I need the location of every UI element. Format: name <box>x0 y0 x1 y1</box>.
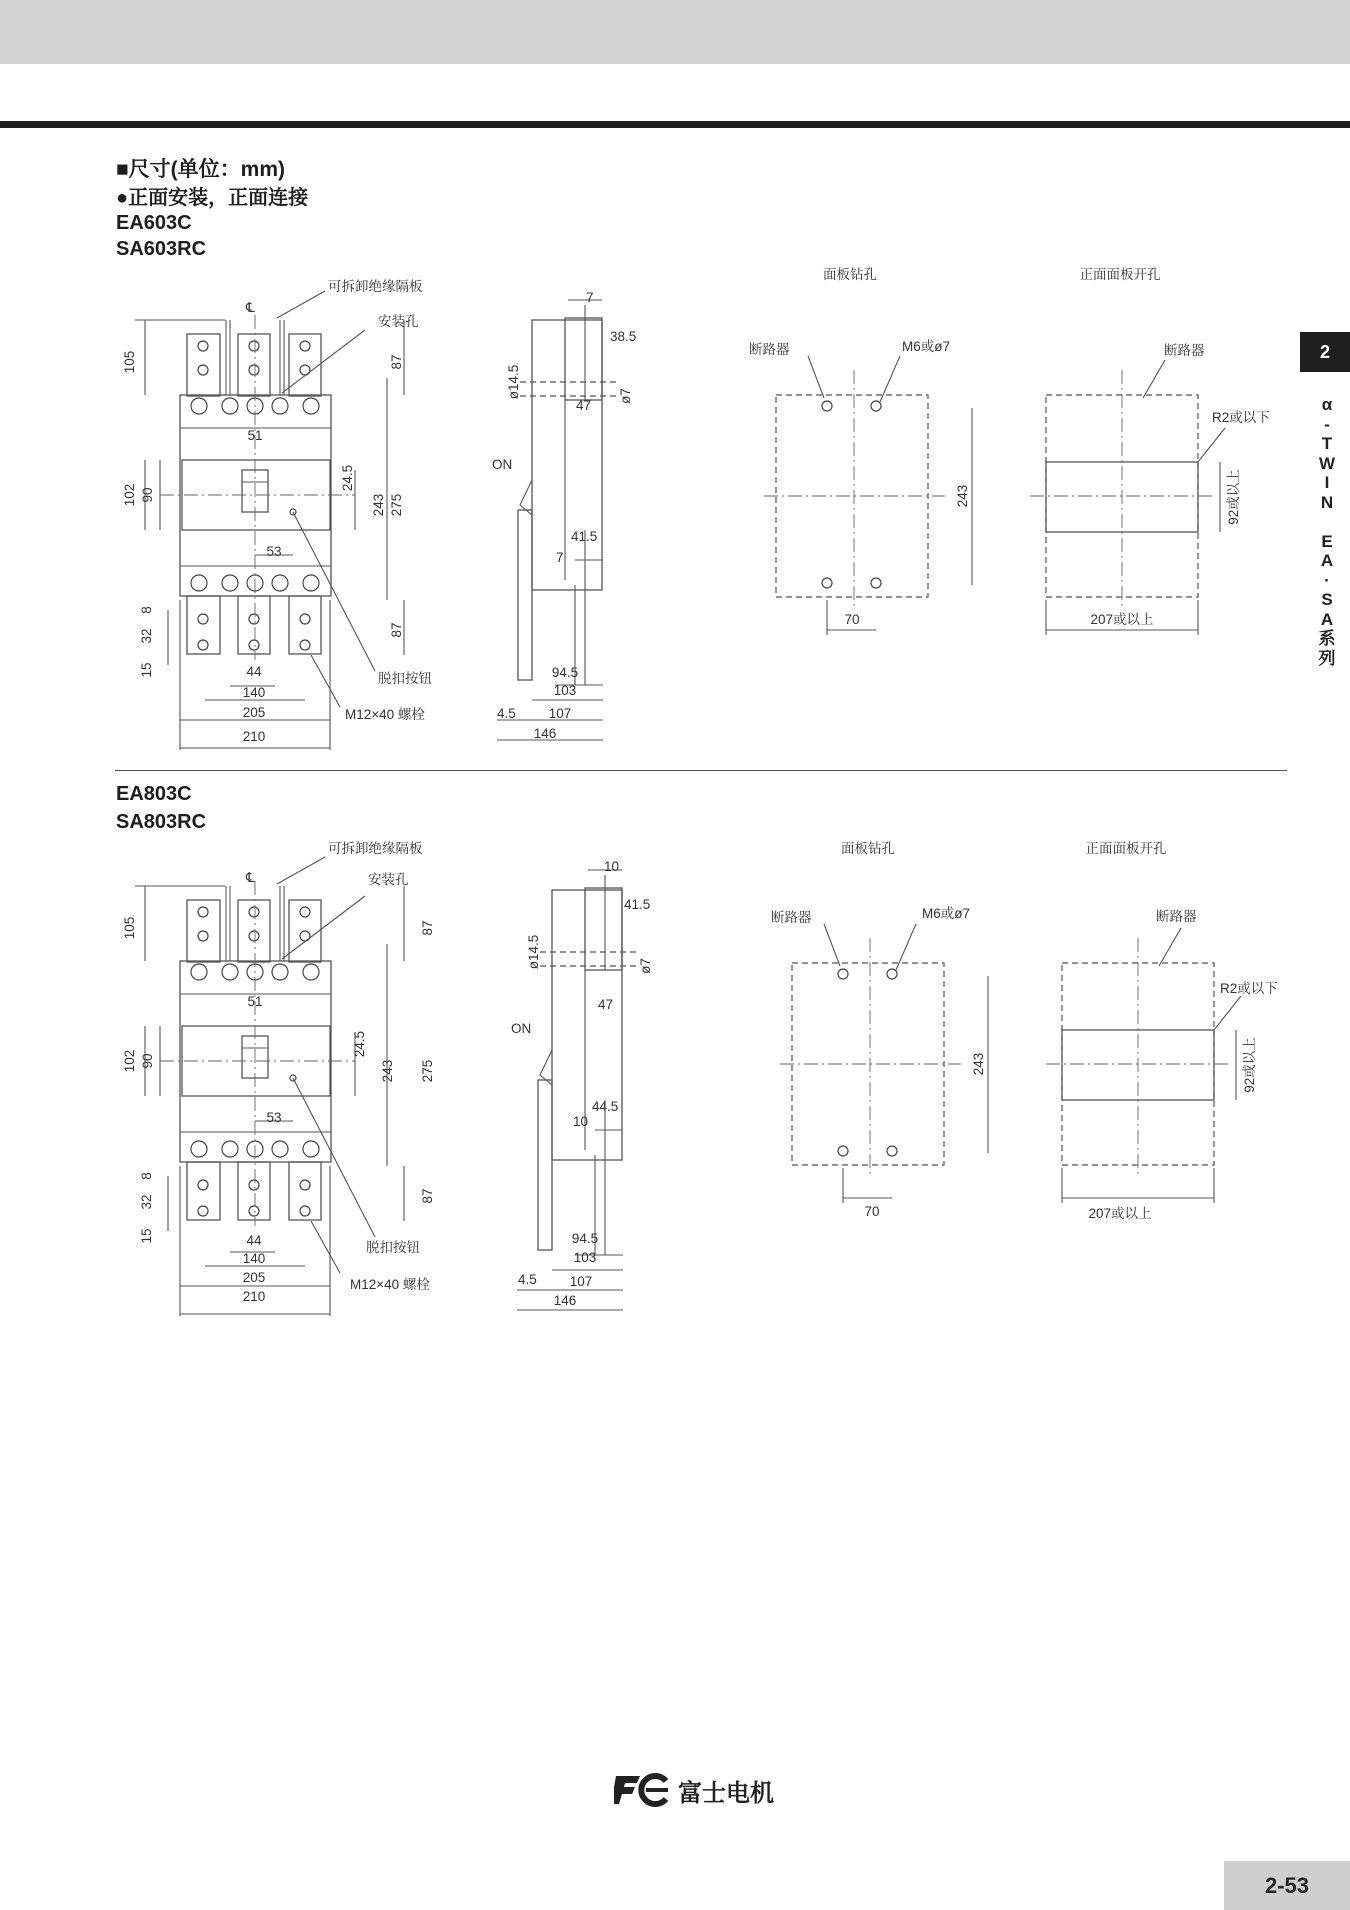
dim-275: 275 <box>420 1059 435 1083</box>
cutout-width-label: 207或以上 <box>1090 612 1154 627</box>
cutout-width-label: 207或以上 <box>1088 1206 1152 1221</box>
dim-53: 53 <box>266 544 282 559</box>
model-name: EA603C <box>116 212 192 234</box>
dim-205: 205 <box>242 705 266 720</box>
bolt-label: M12×40 螺栓 <box>350 1277 430 1292</box>
panel-drilling-view-1 <box>764 356 972 635</box>
cutout-radius-label: R2或以下 <box>1220 981 1278 996</box>
cutout-radius-label: R2或以下 <box>1212 410 1270 425</box>
model-name: EA803C <box>116 783 192 805</box>
cutout-title: 正面面板开孔 <box>1085 841 1167 856</box>
side-dim-44-5: 44.5 <box>592 1099 619 1114</box>
side-dim-4-5: 4.5 <box>518 1272 537 1287</box>
side-dim-107: 107 <box>548 706 572 721</box>
dim-53: 53 <box>266 1110 282 1125</box>
panel-drilling-view-2 <box>780 924 988 1203</box>
dim-44: 44 <box>246 1233 262 1248</box>
side-dim-107: 107 <box>569 1274 593 1289</box>
drill-hole-label: M6或ø7 <box>922 906 971 921</box>
section-title: ■尺寸(单位：mm) <box>116 158 286 181</box>
dim-15: 15 <box>139 1228 154 1244</box>
center-mark: ℄ <box>246 870 255 885</box>
barrier-label: 可拆卸绝缘隔板 <box>328 279 423 294</box>
dim-51: 51 <box>247 428 263 443</box>
center-mark: ℄ <box>246 300 255 315</box>
cutout-breaker-label: 断路器 <box>1164 343 1205 358</box>
dim-24-5: 24.5 <box>340 464 355 492</box>
dim-24-5: 24.5 <box>352 1030 367 1058</box>
company-logo <box>614 1770 774 1810</box>
panel-cutout-view-1 <box>1030 360 1225 635</box>
series-label: α - T W I N E A · S A 系 列 <box>1318 395 1336 668</box>
side-dim-94-5: 94.5 <box>551 665 579 680</box>
dim-51: 51 <box>247 994 263 1009</box>
front-view-1 <box>135 291 404 750</box>
side-dim-103: 103 <box>553 683 577 698</box>
side-dim-47: 47 <box>598 997 614 1012</box>
side-dim-14-5: ø14.5 <box>526 934 541 970</box>
dim-87-top: 87 <box>420 920 435 936</box>
mount-hole-label: 安装孔 <box>368 872 409 887</box>
bolt-label: M12×40 螺栓 <box>345 707 425 722</box>
model-name: SA803RC <box>116 811 207 833</box>
company-name: 富士电机 <box>678 1779 774 1807</box>
dim-15: 15 <box>139 662 154 678</box>
cutout-height-label: 92或以上 <box>1242 1037 1257 1093</box>
drill-breaker-label: 断路器 <box>771 910 812 925</box>
dim-8: 8 <box>139 1172 154 1180</box>
barrier-label: 可拆卸绝缘隔板 <box>328 841 423 856</box>
dim-102: 102 <box>122 1049 137 1073</box>
side-dim-38-5: 38.5 <box>610 329 637 344</box>
dim-32: 32 <box>139 628 154 644</box>
side-dim-7-hole: ø7 <box>638 958 653 974</box>
side-dim-10-top: 10 <box>604 859 620 874</box>
dim-8: 8 <box>139 606 154 614</box>
dim-44: 44 <box>246 664 262 679</box>
side-dim-41-5: 41.5 <box>624 897 651 912</box>
drill-dim-70: 70 <box>864 1204 880 1219</box>
front-view-2 <box>135 857 404 1316</box>
side-dim-10-mid: 10 <box>573 1114 589 1129</box>
dim-205: 205 <box>242 1270 266 1285</box>
dim-140: 140 <box>242 685 266 700</box>
drill-dim-243: 243 <box>955 484 970 508</box>
dim-102: 102 <box>122 483 137 507</box>
dim-105: 105 <box>122 350 137 374</box>
cutout-breaker-label: 断路器 <box>1156 909 1197 924</box>
side-dim-146: 146 <box>553 1293 577 1308</box>
side-dim-7-top: 7 <box>586 290 594 305</box>
fuji-logo-icon <box>614 1773 672 1807</box>
dim-243: 243 <box>380 1059 395 1083</box>
side-dim-41-5: 41.5 <box>571 529 598 544</box>
side-dim-146: 146 <box>533 726 557 741</box>
panel-cutout-view-2 <box>1046 928 1241 1203</box>
drill-hole-label: M6或ø7 <box>902 339 951 354</box>
model-name: SA603RC <box>116 238 207 260</box>
side-dim-47: 47 <box>576 398 592 413</box>
dim-275: 275 <box>389 493 404 517</box>
page-number: 2-53 <box>1224 1861 1350 1910</box>
drill-title: 面板钻孔 <box>823 267 877 282</box>
cutout-title: 正面面板开孔 <box>1079 267 1161 282</box>
drill-breaker-label: 断路器 <box>749 342 790 357</box>
dim-243: 243 <box>371 493 386 517</box>
trip-button-label: 脱扣按钮 <box>366 1240 420 1255</box>
dim-140: 140 <box>242 1251 266 1266</box>
dim-87-bottom: 87 <box>389 622 404 638</box>
drill-dim-243: 243 <box>971 1052 986 1076</box>
dim-90: 90 <box>140 487 155 503</box>
on-label: ON <box>511 1021 532 1036</box>
on-label: ON <box>492 457 513 472</box>
dim-87-top: 87 <box>389 354 404 370</box>
dim-32: 32 <box>139 1194 154 1210</box>
trip-button-label: 脱扣按钮 <box>378 671 432 686</box>
dim-210: 210 <box>242 1289 266 1304</box>
dim-90: 90 <box>140 1053 155 1069</box>
side-dim-4-5: 4.5 <box>497 706 516 721</box>
side-dim-7-hole: ø7 <box>618 388 633 404</box>
side-dim-94-5: 94.5 <box>571 1231 599 1246</box>
side-dim-7-mid: 7 <box>556 550 564 565</box>
mount-hole-label: 安装孔 <box>378 314 419 329</box>
side-dim-14-5: ø14.5 <box>506 364 521 400</box>
dim-105: 105 <box>122 916 137 940</box>
subtitle: ●正面安装，正面连接 <box>116 187 309 209</box>
dim-210: 210 <box>242 729 266 744</box>
dim-87-bottom: 87 <box>420 1188 435 1204</box>
drill-title: 面板钻孔 <box>841 841 895 856</box>
side-dim-103: 103 <box>573 1250 597 1265</box>
chapter-tab: 2 <box>1300 332 1350 372</box>
cutout-height-label: 92或以上 <box>1226 469 1241 525</box>
drill-dim-70: 70 <box>844 612 860 627</box>
